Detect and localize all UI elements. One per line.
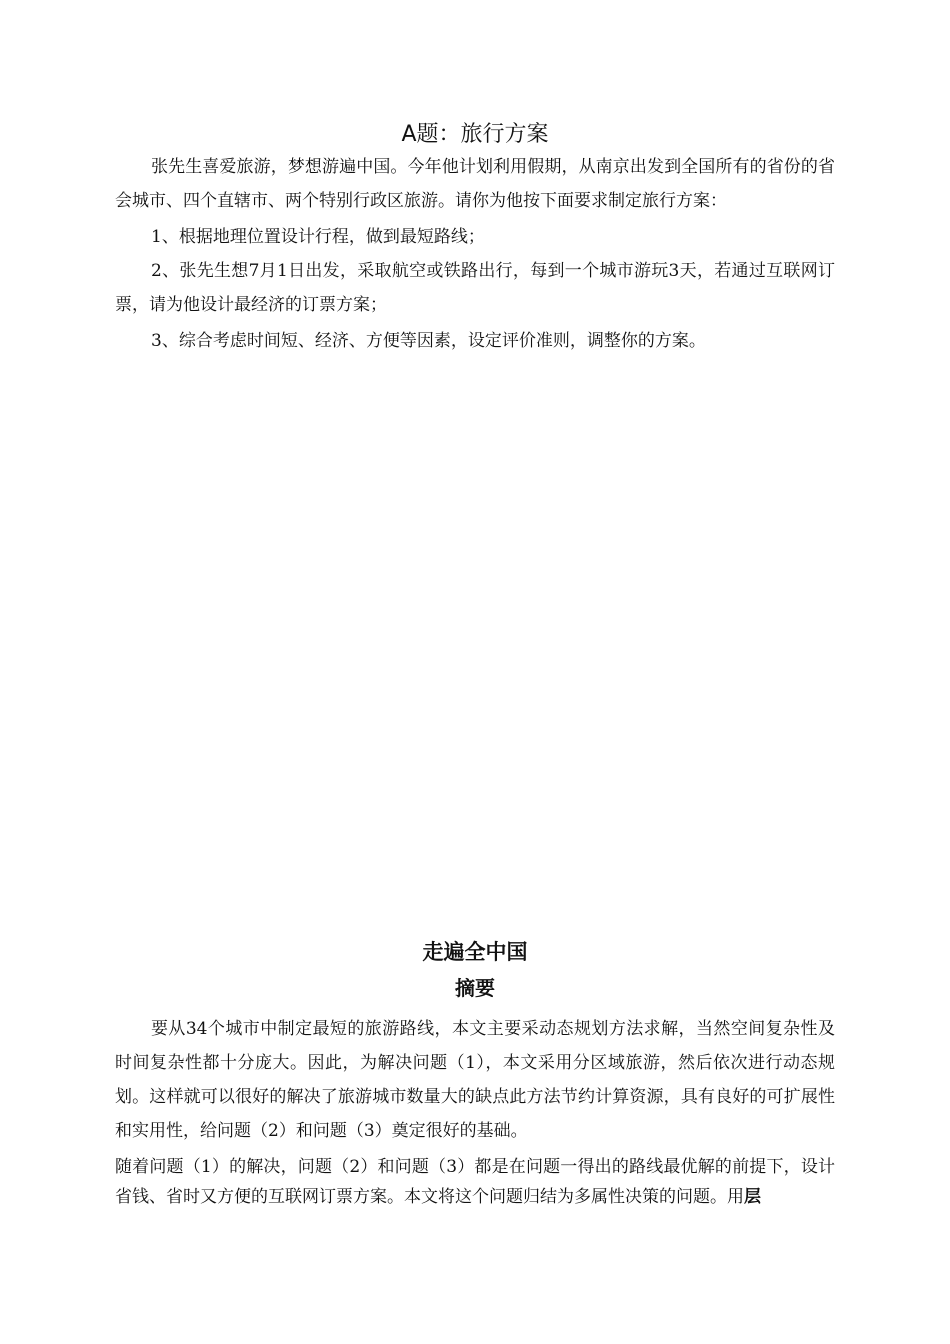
abstract-heading: 摘要 — [455, 976, 495, 1000]
abstract-paragraph-2-text: 随着问题（1）的解决，问题（2）和问题（3）都是在问题一得出的路线最优解的前提下，设计省钱、省时又方便的互联网订票方案。本文将这个问题归结为多属性决策的问题。用 — [115, 1157, 835, 1207]
requirement-1: 1、根据地理位置设计行程，做到最短路线； — [151, 227, 485, 247]
requirement-3: 3、综合考虑时间短、经济、方便等因素，设定评价准则，调整你的方案。 — [151, 331, 706, 351]
problem-intro: 张先生喜爱旅游，梦想游遍中国。今年他计划利用假期，从南京出发到全国所有的省份的省会城市、四个直辖市、两个特别行政区旅游。请你为他按下面要求制定旅行方案： — [115, 157, 835, 211]
abstract-paragraph-2 — [115, 1152, 835, 1212]
problem-title: A题：旅行方案 — [401, 122, 549, 147]
abstract-paragraph-2-bold-tail: 层 — [744, 1187, 761, 1207]
requirement-2: 2、张先生想7月1日出发，采取航空或铁路出行，每到一个城市游玩3天，若通过互联网订票，请为他设计最经济的订票方案； — [115, 261, 835, 315]
abstract-paragraph-1: 要从34个城市中制定最短的旅游路线，本文主要采动态规划方法求解，当然空间复杂性及时间复杂性都十分庞大。因此，为解决问题（1），本文采用分区域旅游，然后依次进行动态规划。这样就可以很好的解决了旅游城市数量大的缺点此方法节约计算资源，具有良好的可扩展性和实用性，给问题（2）和问题（3）奠定很好的基础。 — [115, 1019, 835, 1141]
paper-title: 走遍全中国 — [422, 940, 528, 964]
